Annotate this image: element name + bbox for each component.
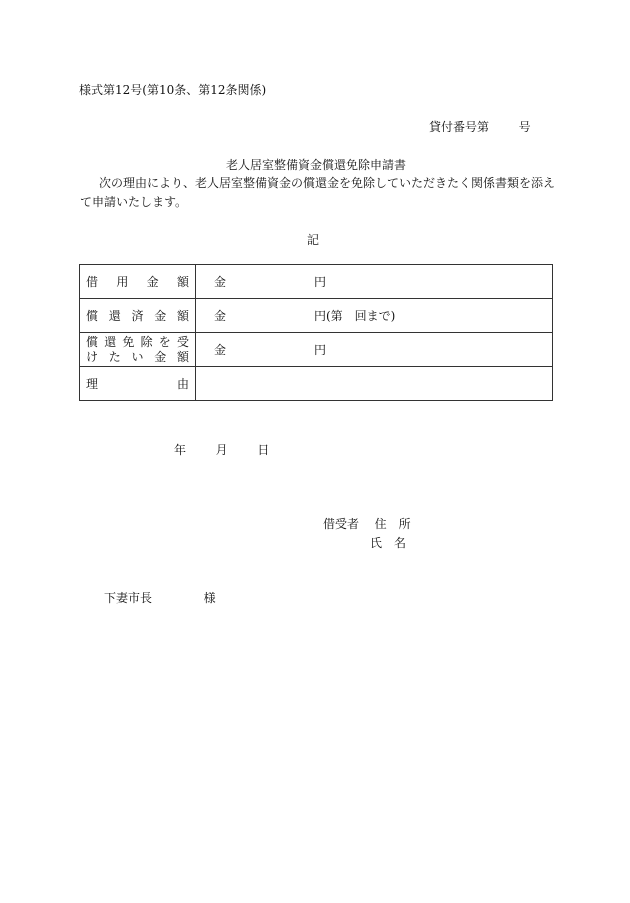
ki-heading: 記 [307,233,320,247]
honorific: 様 [203,591,216,605]
date-line [174,441,269,458]
kin-prefix: 金 [214,343,227,357]
kin-prefix: 金 [214,275,227,289]
body-line-1: 次の理由により、老人居室整備資金の償還金を免除していただきたく関係書類を添え [99,176,556,190]
yen-suffix: 円 [314,343,327,357]
yen-suffix: 円 [314,275,327,289]
table-row-reason [80,367,553,401]
value-exemption-amount[interactable] [196,333,553,367]
applicant-address [323,515,411,532]
addressee [104,589,216,606]
value-repaid-amount[interactable] [196,299,553,333]
applicant-role: 借受者 [323,517,360,531]
label-loan-amount: 借 用 金 額 [80,265,196,299]
applicant-name-label: 氏 名 [370,536,407,550]
application-table [79,264,553,401]
date-month: 月 [215,443,228,457]
loan-number-suffix: 号 [518,120,531,134]
loan-number-prefix: 貸付番号第 [429,120,490,134]
date-year: 年 [174,443,187,457]
body-line-2: て申請いたします。 [80,195,188,209]
table-row-loan-amount [80,265,553,299]
value-reason[interactable] [196,367,553,401]
table-row-repaid-amount [80,299,553,333]
mayor-title: 下妻市長 [104,591,153,605]
label-reason: 理 由 [80,367,196,401]
table-row-exemption-amount [80,333,553,367]
label-repaid-amount: 償 還 済 金 額 [80,299,196,333]
address-label: 住 所 [374,517,411,531]
value-loan-amount[interactable] [196,265,553,299]
label-exemption-amount: 償 還 免 除 を 受 け た い 金 額 [80,333,196,367]
kin-prefix: 金 [214,309,227,323]
document-title: 老人居室整備資金償還免除申請書 [226,158,407,172]
form-number: 様式第12号(第10条、第12条関係) [79,83,267,97]
yen-suffix: 円(第 回まで) [314,309,396,323]
date-day: 日 [257,443,270,457]
loan-number [429,118,531,135]
